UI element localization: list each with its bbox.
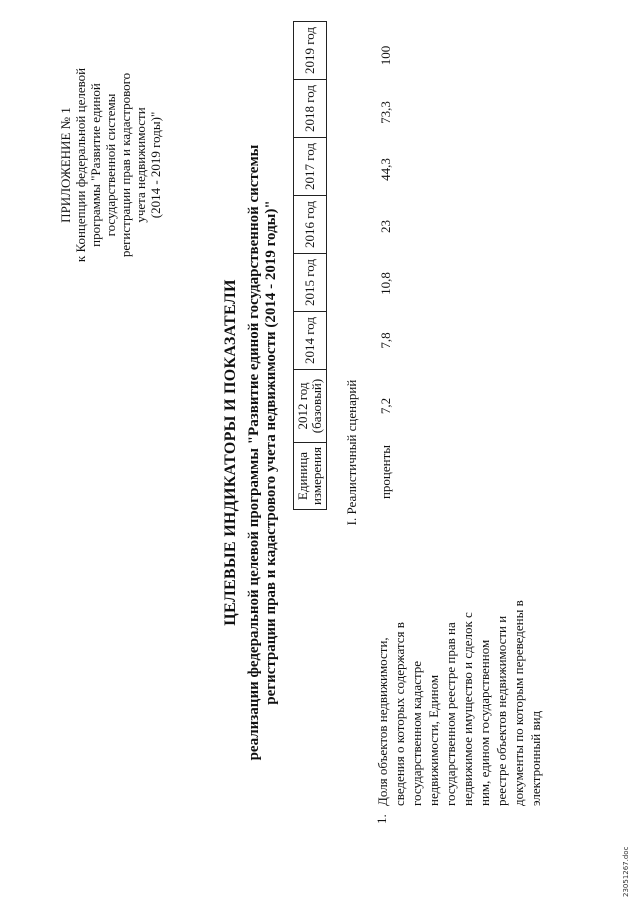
- header-year: 2018 год: [294, 80, 327, 138]
- header-base-line: (базовый): [309, 378, 324, 434]
- value-2015: 10,8: [378, 272, 393, 295]
- file-code: 23051267.doc: [622, 846, 630, 897]
- appendix-line: (2014 - 2019 годы)": [148, 111, 163, 219]
- header-unit-line: измерения: [309, 446, 324, 506]
- header-unit: [294, 443, 327, 510]
- header-year: 2017 год: [294, 138, 327, 196]
- page-subtitle: [246, 120, 280, 785]
- row-indicator-name: Доля объектов недвижимости, сведения о которых содержатся в государственном кадастре недвижимости, Едином государственном реестре прав на недвижимое имущество и сделок с ним, едином государственном реестре объектов недвижимости и документы по которым переведены в электронный вид: [375, 600, 543, 806]
- appendix-line: к Концепции федеральной целевой: [73, 67, 88, 263]
- row-unit: проценты: [378, 444, 393, 500]
- value-2016: 23: [378, 220, 393, 233]
- subtitle-line: регистрации прав и кадастрового учета недвижимости (2014 - 2019 годы)": [263, 200, 279, 705]
- section-title: I. Реалистичный сценарий: [344, 379, 359, 526]
- value-2019: 100: [378, 45, 393, 66]
- appendix-line: государственной системы: [103, 93, 118, 237]
- appendix-line: ПРИЛОЖЕНИЕ № 1: [58, 107, 73, 223]
- header-base-line: 2012 год: [295, 382, 310, 430]
- subtitle-line: реализации федеральной целевой программы "Развитие единой государственной системы: [246, 144, 262, 761]
- header-year: 2016 год: [294, 196, 327, 254]
- header-base-year: [294, 370, 327, 443]
- indicators-table-header: [293, 21, 327, 510]
- row-number: 1.: [374, 814, 389, 824]
- appendix-block: [58, 45, 163, 285]
- appendix-line: регистрации прав и кадастрового: [118, 72, 133, 258]
- header-year: 2015 год: [294, 254, 327, 312]
- header-year: 2019 год: [294, 22, 327, 80]
- value-2014: 7,8: [378, 332, 393, 349]
- header-unit-line: Единица: [295, 451, 310, 501]
- page-title: ЦЕЛЕВЫЕ ИНДИКАТОРЫ И ПОКАЗАТЕЛИ: [222, 279, 239, 626]
- appendix-line: программы "Развитие единой: [88, 83, 103, 247]
- value-2017: 44,3: [378, 158, 393, 181]
- header-year: 2014 год: [294, 312, 327, 370]
- appendix-line: учета недвижимости: [133, 107, 148, 223]
- value-2018: 73,3: [378, 101, 393, 124]
- value-2012: 7,2: [378, 397, 393, 415]
